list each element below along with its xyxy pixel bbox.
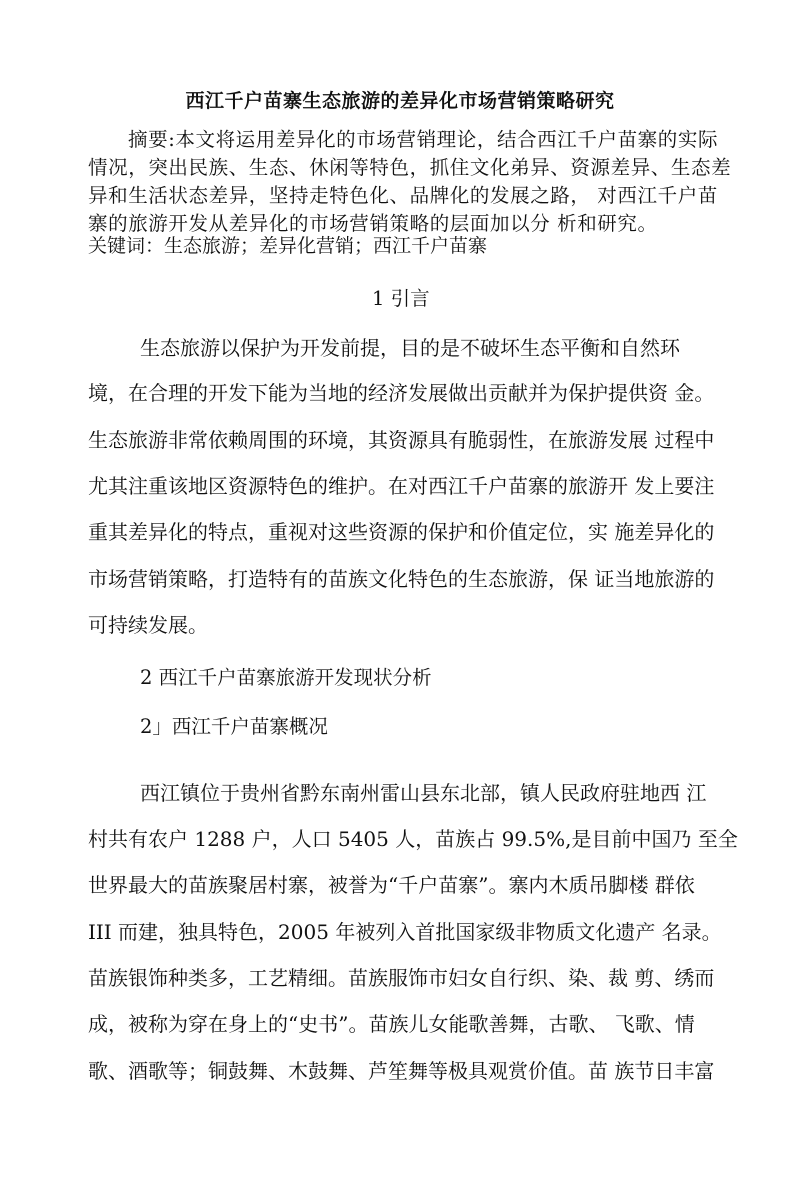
abstract-line: 摘要:本文将运用差异化的市场营销理论，结合西江千户苗寨的实际 — [128, 128, 719, 151]
abstract-line: 异和生活状态差异，坚持走特色化、品牌化的发展之路， 对西江千户苗 — [88, 184, 718, 207]
abstract-line: 情况，突出民族、生态、休闲等特色，抓住文化弟异、资源差异、生态差 — [88, 156, 732, 179]
paragraph-line: 市场营销策略，打造特有的苗族文化特色的生态旅游，保 证当地旅游的 — [88, 567, 715, 591]
section-heading-introduction: 1 引言 — [372, 287, 430, 310]
paragraph-line: 苗族银饰种类多，工艺精细。苗族服饰市妇女自行织、染、裁 剪、绣而 — [88, 966, 715, 990]
abstract — [88, 126, 732, 238]
paragraph-line: 重其差异化的特点，重视对这些资源的保护和价值定位，实 施差异化的 — [88, 520, 715, 544]
paragraph-line: 世界最大的苗族聚居村寨，被誉为“千户苗寨”。寨内木质吊脚楼 群依 — [88, 873, 695, 897]
keywords: 关键词：生态旅游；差异化营销；西江千户苗寨 — [88, 235, 488, 257]
paragraph-line: III 而建，独具特色，2005 年被列入首批国家级非物质文化遗产 名录。 — [88, 920, 722, 944]
paragraph-line: 尤其注重该地区资源特色的维护。在对西江千户苗寨的旅游开 发上要注 — [88, 474, 715, 498]
paragraph-line: 境，在合理的开发下能为当地的经济发展做出贡献并为保护提供资 金。 — [88, 381, 715, 405]
paragraph-line: 成，被称为穿在身上的“史书”。苗族儿女能歌善舞，古歌、 飞歌、情 — [88, 1012, 695, 1036]
paragraph-line: 村共有农户 1288 户，人口 5405 人，苗族占 99.5%,是目前中国乃 至全 — [88, 827, 738, 851]
section-heading-current-status: 2 西江千户苗寨旅游开发现状分析 — [140, 666, 432, 689]
paragraph-line: 歌、酒歌等；铜鼓舞、木鼓舞、芦笙舞等极具观赏价值。苗 族节日丰富 — [88, 1059, 715, 1083]
subsection-heading-overview: 2」西江千户苗寨概况 — [140, 715, 328, 738]
abstract-line: 寨的旅游开发从差异化的市场营销策略的层面加以分 析和研究。 — [88, 212, 658, 235]
paragraph-line: 生态旅游非常依赖周围的环境，其资源具有脆弱性，在旅游发展 过程中 — [88, 428, 715, 452]
paragraph-line: 可持续发展。 — [88, 613, 208, 637]
paragraph-line: 生态旅游以保护为开发前提，目的是不破坏生态平衡和自然环 — [140, 336, 680, 360]
paper-title: 西江千户苗寨生态旅游的差异化市场营销策略研究 — [185, 90, 615, 112]
paragraph-line: 西江镇位于贵州省黔东南州雷山县东北部，镇人民政府驻地西 江 — [140, 781, 707, 805]
